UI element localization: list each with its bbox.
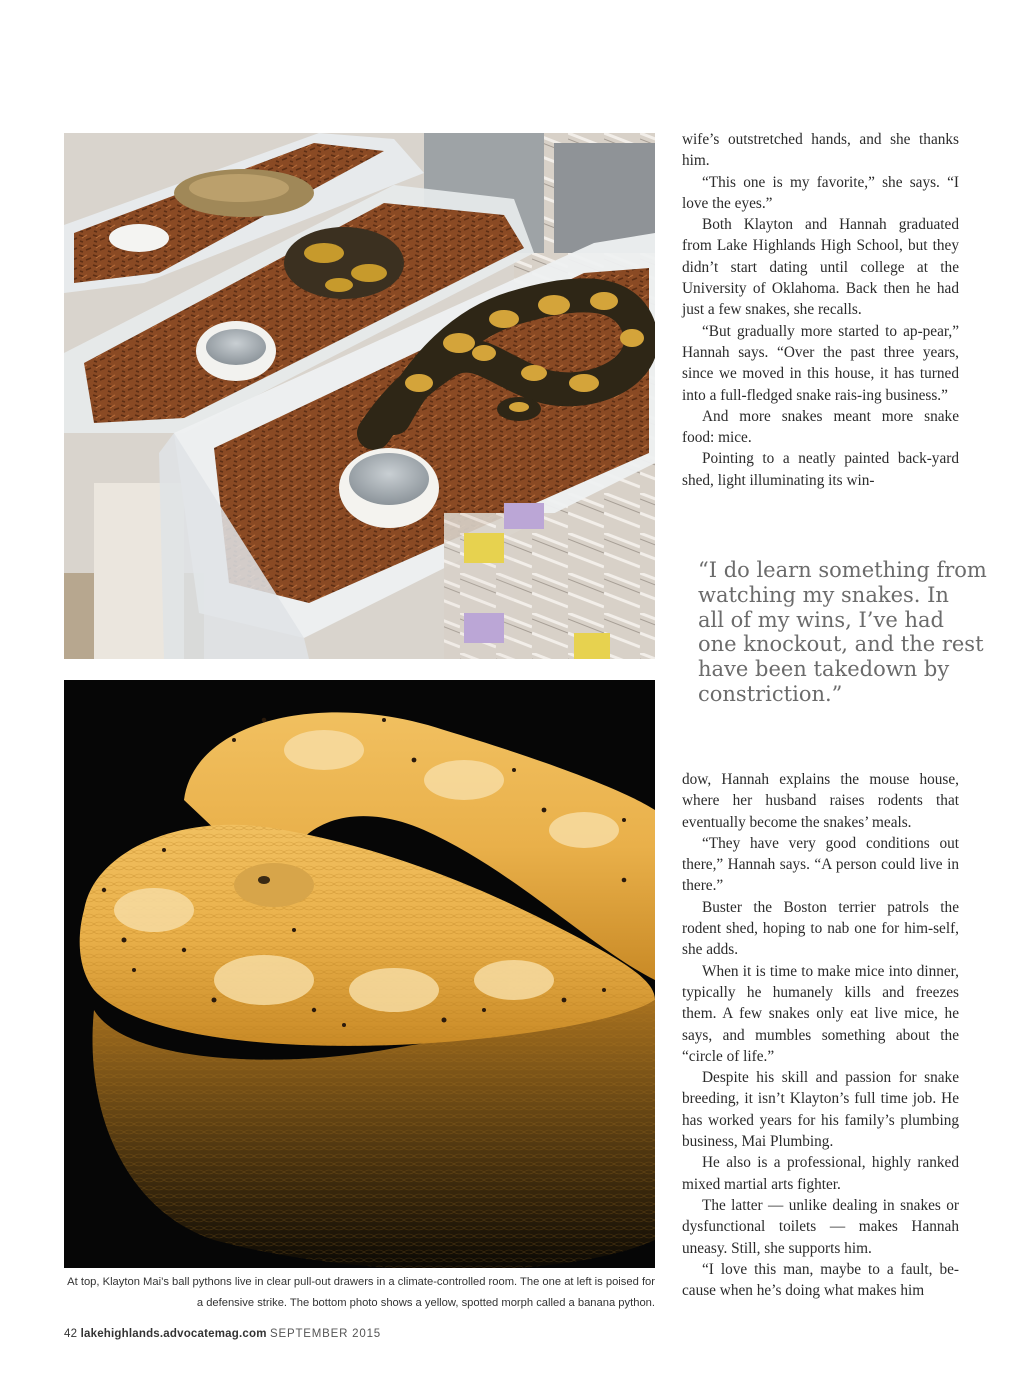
pull-quote-line: constriction.” (698, 681, 843, 706)
paragraph: And more snakes meant more snake food: mice. (682, 407, 959, 447)
page-folio (64, 1328, 381, 1340)
body-column-bottom (682, 769, 959, 1301)
pull-quote-line: “I do learn something from (698, 558, 987, 582)
pull-quote-line: one knockout, and the rest (698, 632, 984, 657)
paragraph: The latter — unlike dealing in snakes or dysfunctional toilets — makes Hannah uneasy. Still, she supports him. (682, 1196, 959, 1257)
paragraph: “They have very good conditions out there,” Hannah says. “A person could live in there.” (682, 834, 959, 895)
paragraph: “This one is my favorite,” she says. “I love the eyes.” (682, 173, 959, 212)
paragraph: He also is a professional, highly ranked mixed martial arts fighter. (682, 1154, 959, 1193)
site-url[interactable]: lakehighlands.advocatemag.com (80, 1328, 267, 1340)
paragraph: wife’s outstretched hands, and she thanks him. (682, 131, 959, 170)
pull-quote (698, 558, 987, 707)
paragraph: When it is time to make mice into dinner, typically he humanely kills and freezes them. A few snakes only eat live mice, he says, and mumbles something about the “circle of life.” (682, 962, 959, 1065)
paragraph: Despite his skill and passion for snake breeding, it isn’t Klayton’s full time job. He has worked years for his family’s plumbing business, Mai Plumbing. (682, 1069, 959, 1151)
pull-quote-line: watching my snakes. In (698, 582, 949, 607)
body-column-top (682, 129, 959, 491)
paragraph: “I love this man, maybe to a fault, be-cause when he’s doing what makes him (682, 1260, 959, 1300)
page-number: 42 (64, 1328, 78, 1340)
paragraph: Both Klayton and Hannah graduated from Lake Highlands High School, but they didn’t start dating until college at the University of Oklahoma. Back then he had just a few snakes, she recalls. (682, 216, 959, 319)
banana-python-photo (64, 680, 655, 1268)
pull-quote-line: all of my wins, I’ve had (698, 607, 944, 632)
paragraph: Buster the Boston terrier patrols the rodent shed, hoping to nab one for him-self, she adds. (682, 898, 959, 959)
paragraph: Pointing to a neatly painted back-yard shed, light illuminating its win- (682, 450, 959, 489)
paragraph: dow, Hannah explains the mouse house, where her husband raises rodents that eventually become the snakes’ meals. (682, 771, 959, 831)
pull-quote-line: have been takedown by (698, 657, 950, 682)
photo-caption: At top, Klayton Mai’s ball pythons live in clear pull-out drawers in a climate-controlled room. The one at left is poised for a defensive strike. The bottom photo shows a yellow, spotted morph called a banana python. (67, 1276, 655, 1309)
paragraph: “But gradually more started to ap-pear,” Hannah says. “Over the past three years, since we moved in this house, it has turned into a full-fledged snake rais-ing business.” (682, 322, 959, 404)
issue-date: SEPTEMBER 2015 (270, 1328, 381, 1340)
snake-drawers-photo (64, 133, 655, 659)
